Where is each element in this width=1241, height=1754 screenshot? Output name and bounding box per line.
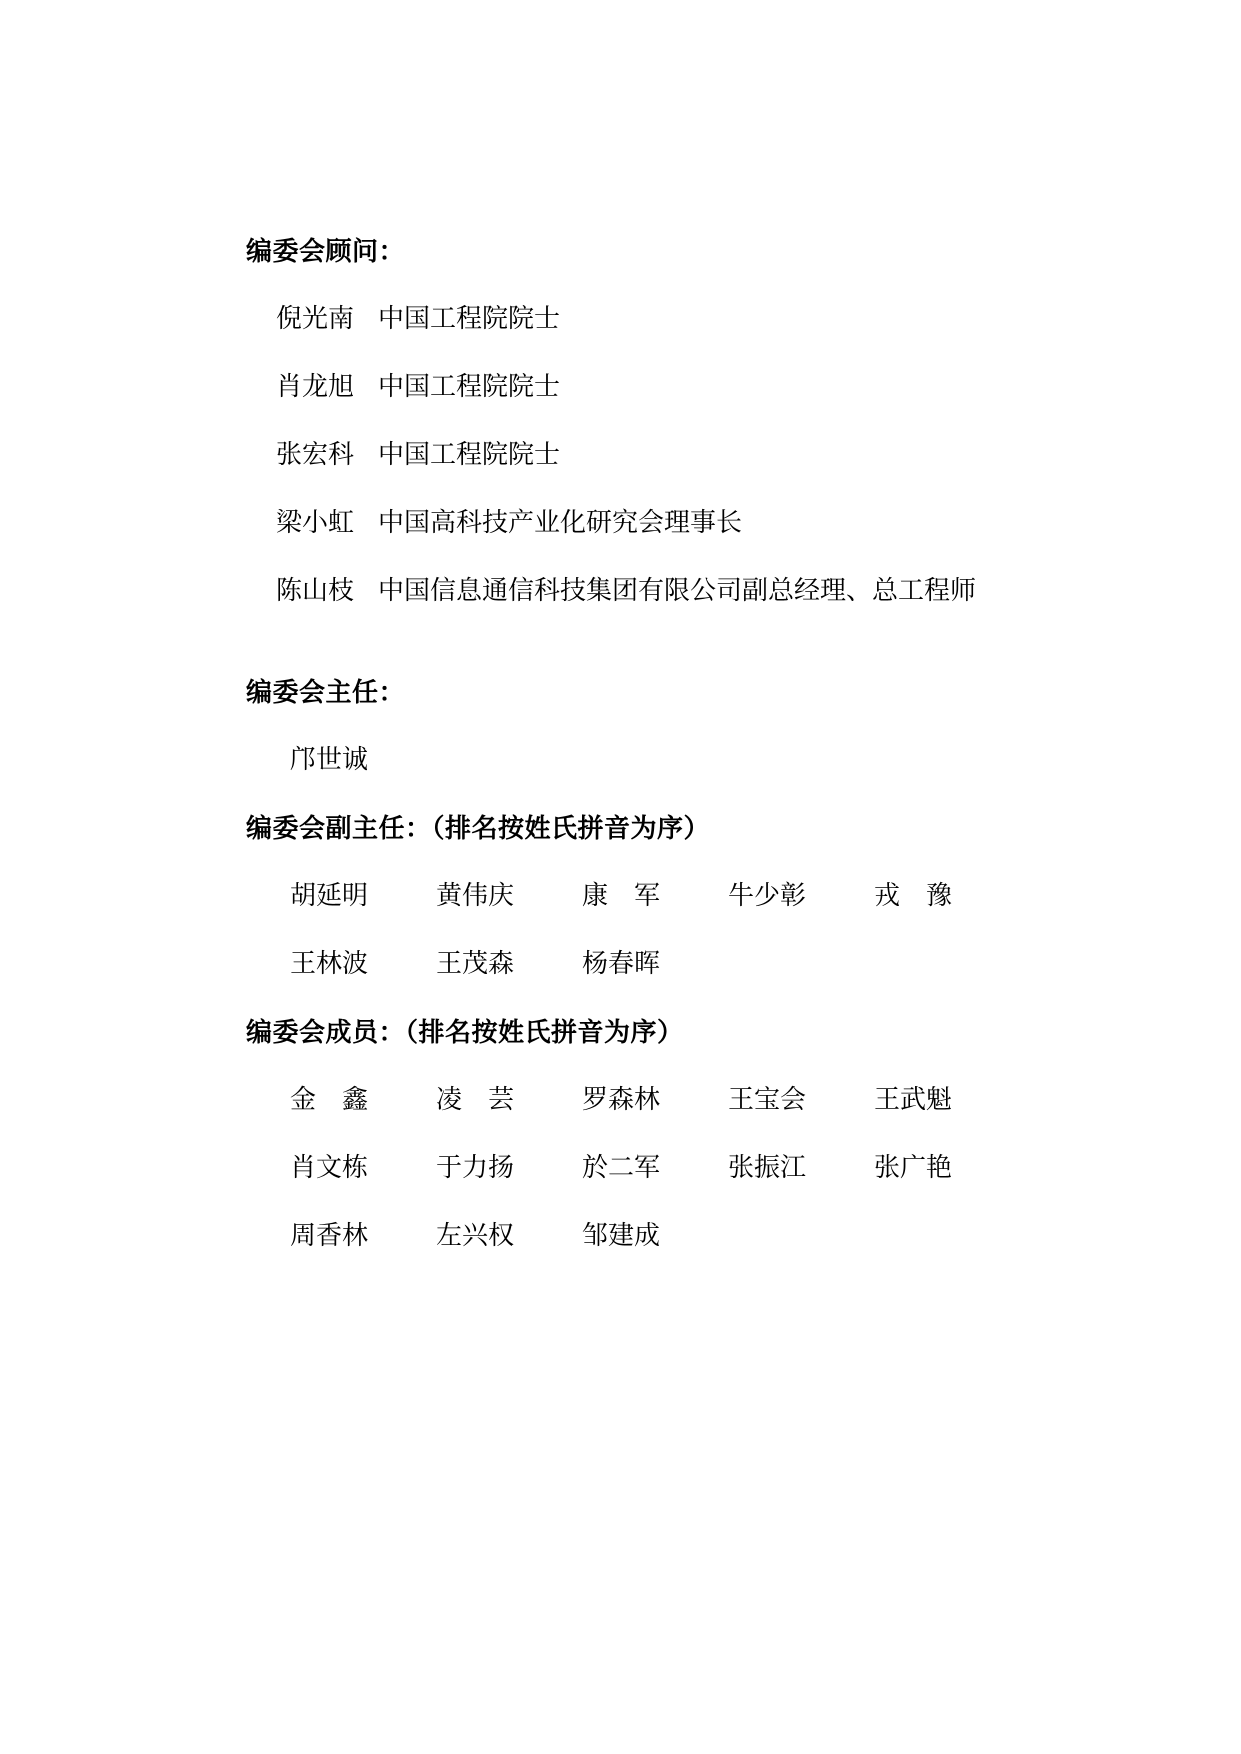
advisors-heading: 编委会顾问：	[246, 237, 406, 267]
member-name: 肖文栋	[290, 1153, 369, 1183]
advisor-row	[276, 370, 560, 404]
advisor-name: 梁小虹	[276, 508, 355, 538]
advisor-title: 中国工程院院士	[378, 372, 561, 402]
member-name: 於二军	[582, 1153, 661, 1183]
member-row	[290, 1083, 1020, 1117]
member-row	[290, 1151, 1020, 1185]
deputy-name: 胡延明	[290, 881, 369, 911]
director-heading: 编委会主任：	[246, 678, 406, 708]
member-name: 王武魁	[874, 1085, 953, 1115]
advisor-title: 中国工程院院士	[378, 304, 561, 334]
advisor-title: 中国信息通信科技集团有限公司副总经理、总工程师	[378, 576, 977, 606]
deputy-name: 杨春晖	[582, 949, 661, 979]
member-row	[290, 1219, 728, 1253]
deputy-directors-heading: 编委会副主任：（排名按姓氏拼音为序）	[246, 814, 711, 844]
member-name: 罗森林	[582, 1085, 661, 1115]
members-heading: 编委会成员：（排名按姓氏拼音为序）	[246, 1018, 684, 1048]
deputy-name: 王茂森	[436, 949, 515, 979]
member-name: 张广艳	[874, 1153, 953, 1183]
deputy-row	[290, 947, 728, 981]
member-name: 于力扬	[436, 1153, 515, 1183]
advisor-name: 张宏科	[276, 440, 355, 470]
director-name: 邝世诚	[290, 745, 369, 775]
deputy-name: 戎 豫	[874, 881, 953, 911]
member-name: 金 鑫	[290, 1085, 369, 1115]
advisor-name: 陈山枝	[276, 576, 355, 606]
advisor-name: 倪光南	[276, 304, 355, 334]
deputy-name: 王林波	[290, 949, 369, 979]
deputy-name: 牛少彰	[728, 881, 807, 911]
advisor-name: 肖龙旭	[276, 372, 355, 402]
deputy-name: 黄伟庆	[436, 881, 515, 911]
deputy-name: 康 军	[582, 881, 661, 911]
advisor-row	[276, 438, 560, 472]
advisor-row	[276, 574, 976, 608]
member-name: 张振江	[728, 1153, 807, 1183]
advisor-row	[276, 506, 742, 540]
advisor-row	[276, 302, 560, 336]
member-name: 王宝会	[728, 1085, 807, 1115]
member-name: 左兴权	[436, 1221, 515, 1251]
advisor-title: 中国工程院院士	[378, 440, 561, 470]
advisor-title: 中国高科技产业化研究会理事长	[378, 508, 743, 538]
member-name: 邹建成	[582, 1221, 661, 1251]
member-name: 周香林	[290, 1221, 369, 1251]
member-name: 凌 芸	[436, 1085, 515, 1115]
deputy-row	[290, 879, 1020, 913]
